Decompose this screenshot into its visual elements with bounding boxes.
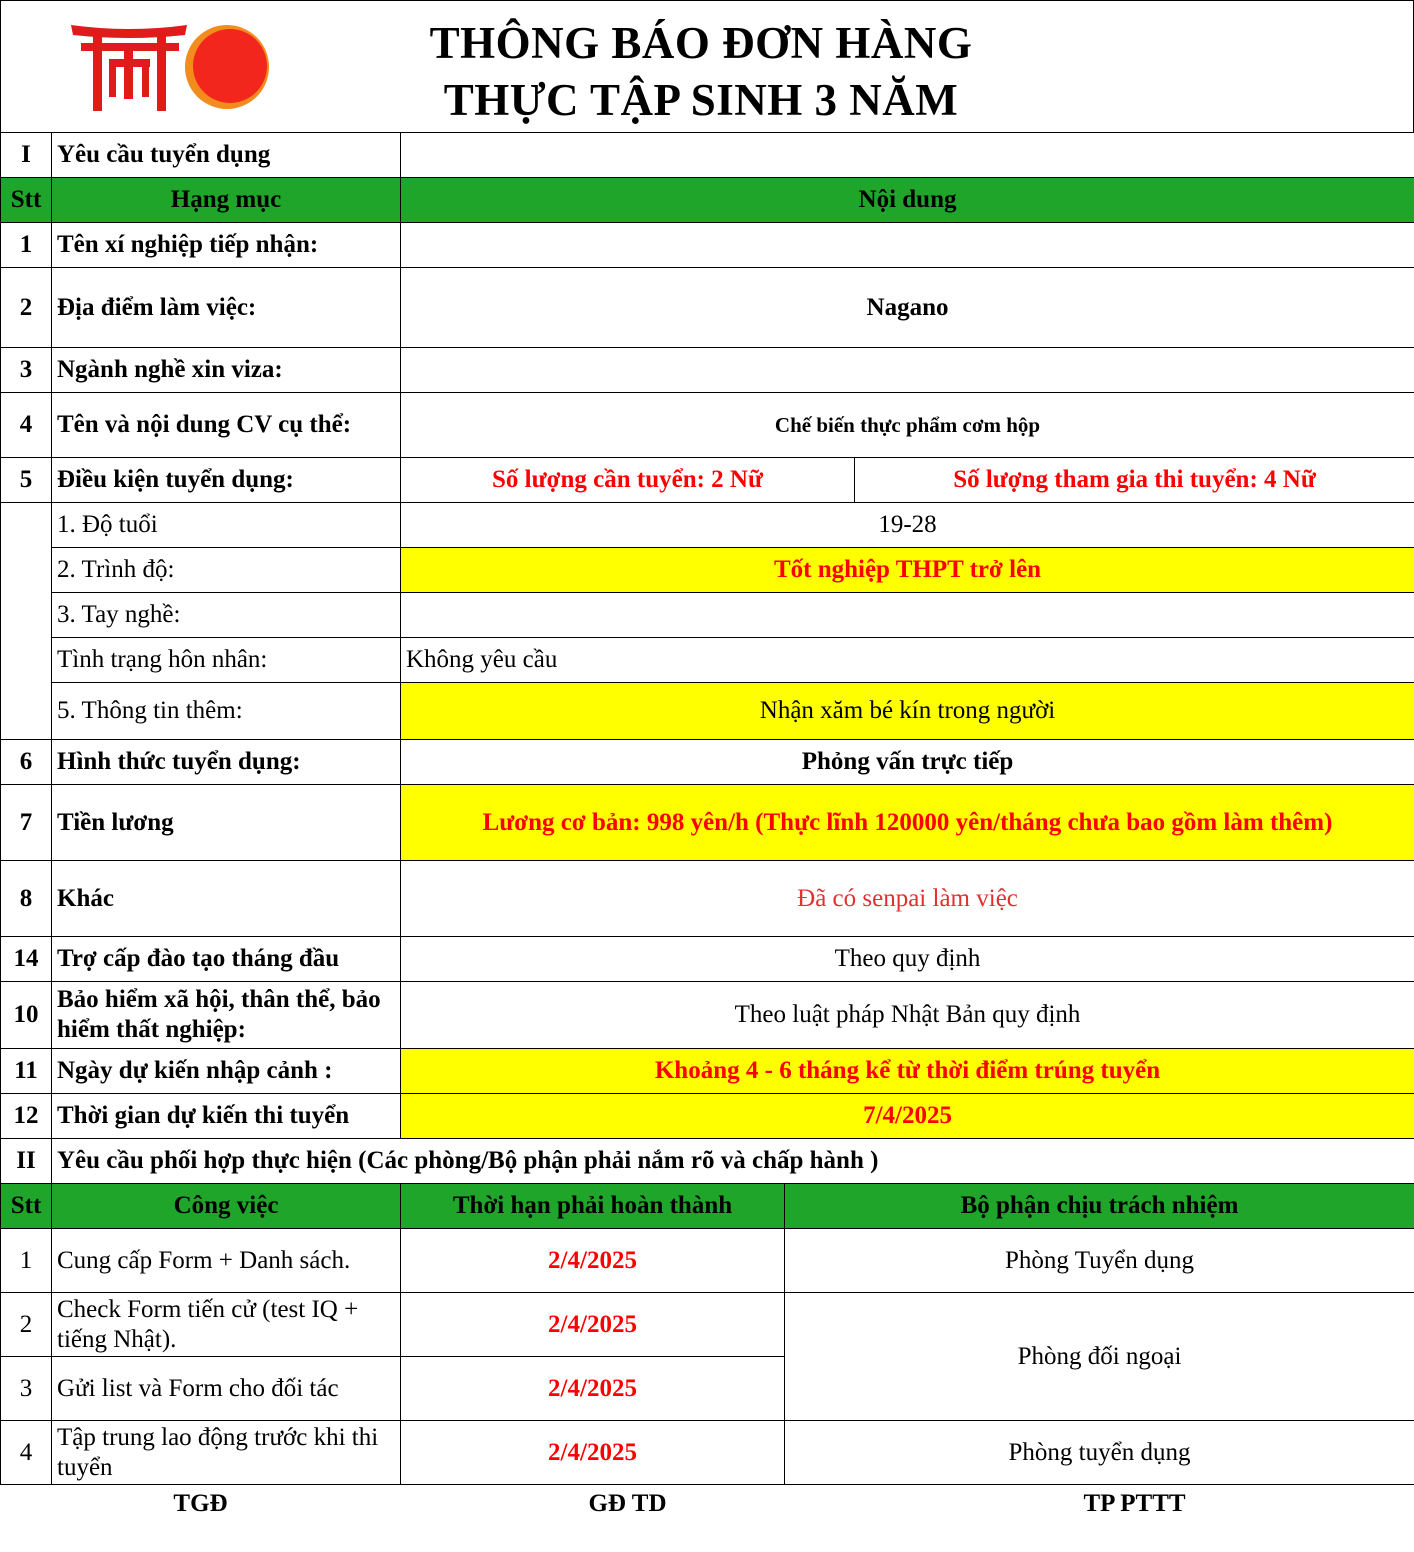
row-label: Thời gian dự kiến thi tuyển bbox=[52, 1094, 401, 1139]
row-value bbox=[401, 348, 1414, 393]
row-stt: 10 bbox=[1, 982, 52, 1049]
section-1-row bbox=[1, 133, 1414, 178]
row-stt: 11 bbox=[1, 1049, 52, 1094]
condition-label: 1. Độ tuổi bbox=[52, 503, 401, 548]
col-task: Công việc bbox=[52, 1184, 401, 1229]
signature-gd-td: GĐ TD bbox=[588, 1489, 667, 1517]
section-1-header-row bbox=[1, 178, 1414, 223]
order-table bbox=[0, 132, 1414, 1523]
row-label: Hình thức tuyển dụng: bbox=[52, 740, 401, 785]
condition-label: 2. Trình độ: bbox=[52, 548, 401, 593]
task-name: Cung cấp Form + Danh sách. bbox=[52, 1229, 401, 1293]
section-1-number: I bbox=[1, 133, 52, 178]
task-dept: Phòng đối ngoại bbox=[785, 1293, 1414, 1421]
row-stt: 8 bbox=[1, 861, 52, 937]
row-value: Chế biến thực phẩm cơm hộp bbox=[401, 393, 1414, 458]
row-label: Tiền lương bbox=[52, 785, 401, 861]
title-line-2: THỰC TẬP SINH 3 NĂM bbox=[443, 75, 959, 125]
row-value: Theo luật pháp Nhật Bản quy định bbox=[401, 982, 1414, 1049]
section-2-header-row bbox=[1, 1184, 1414, 1229]
table-row bbox=[1, 937, 1414, 982]
row-value: Theo quy định bbox=[401, 937, 1414, 982]
row-stt: 1 bbox=[1, 223, 52, 268]
row-value: Đã có senpai làm việc bbox=[401, 861, 1414, 937]
section-2-row bbox=[1, 1139, 1414, 1184]
task-stt: 3 bbox=[1, 1357, 52, 1421]
section-1-title: Yêu cầu tuyển dụng bbox=[52, 133, 401, 178]
row-stt: 3 bbox=[1, 348, 52, 393]
row-value: Nagano bbox=[401, 268, 1414, 348]
row-stt: 12 bbox=[1, 1094, 52, 1139]
task-name: Tập trung lao động trước khi thi tuyển bbox=[52, 1421, 401, 1485]
row-stt: 14 bbox=[1, 937, 52, 982]
row-stt: 5 bbox=[1, 458, 52, 503]
condition-value: Nhận xăm bé kín trong người bbox=[401, 683, 1414, 740]
signature-row bbox=[1, 1485, 1414, 1523]
title-line-1: THÔNG BÁO ĐƠN HÀNG bbox=[429, 18, 973, 68]
col-stt: Stt bbox=[1, 178, 52, 223]
table-row bbox=[1, 393, 1414, 458]
page-title bbox=[301, 15, 1101, 129]
task-name: Check Form tiến cử (test IQ + tiếng Nhật). bbox=[52, 1293, 401, 1357]
task-row bbox=[1, 1229, 1414, 1293]
table-row bbox=[1, 1094, 1414, 1139]
condition-label: Tình trạng hôn nhân: bbox=[52, 638, 401, 683]
row-value: 7/4/2025 bbox=[401, 1094, 1414, 1139]
task-row bbox=[1, 1293, 1414, 1357]
exam-count: Số lượng tham gia thi tuyển: 4 Nữ bbox=[855, 458, 1414, 503]
row-stt: 7 bbox=[1, 785, 52, 861]
condition-row bbox=[1, 593, 1414, 638]
document-header bbox=[0, 0, 1414, 132]
condition-row bbox=[1, 503, 1414, 548]
task-deadline: 2/4/2025 bbox=[401, 1293, 785, 1357]
task-stt: 1 bbox=[1, 1229, 52, 1293]
row-value bbox=[401, 223, 1414, 268]
table-row bbox=[1, 268, 1414, 348]
recruit-count: Số lượng cần tuyển: 2 Nữ bbox=[401, 458, 855, 503]
task-deadline: 2/4/2025 bbox=[401, 1421, 785, 1485]
task-stt: 4 bbox=[1, 1421, 52, 1485]
row-label: Tên xí nghiệp tiếp nhận: bbox=[52, 223, 401, 268]
table-row bbox=[1, 785, 1414, 861]
col-dept: Bộ phận chịu trách nhiệm bbox=[785, 1184, 1414, 1229]
task-name: Gửi list và Form cho đối tác bbox=[52, 1357, 401, 1421]
row-label: Trợ cấp đào tạo tháng đầu bbox=[52, 937, 401, 982]
signature-tgd: TGĐ bbox=[173, 1489, 228, 1517]
condition-row bbox=[1, 683, 1414, 740]
task-dept: Phòng tuyển dụng bbox=[785, 1421, 1414, 1485]
row-label: Ngành nghề xin viza: bbox=[52, 348, 401, 393]
row-label: Bảo hiểm xã hội, thân thể, bảo hiểm thất nghiệp: bbox=[52, 982, 401, 1049]
condition-value bbox=[401, 593, 1414, 638]
table-row bbox=[1, 348, 1414, 393]
condition-label: 3. Tay nghề: bbox=[52, 593, 401, 638]
salary-value: Lương cơ bản: 998 yên/h (Thực lĩnh 120000 yên/tháng chưa bao gồm làm thêm) bbox=[401, 785, 1414, 861]
condition-row bbox=[1, 638, 1414, 683]
col-stt: Stt bbox=[1, 1184, 52, 1229]
section-2-title: Yêu cầu phối hợp thực hiện (Các phòng/Bộ phận phải nắm rõ và chấp hành ) bbox=[52, 1139, 1414, 1184]
task-deadline: 2/4/2025 bbox=[401, 1229, 785, 1293]
col-category: Hạng mục bbox=[52, 178, 401, 223]
row-label: Địa điểm làm việc: bbox=[52, 268, 401, 348]
condition-value: Không yêu cầu bbox=[401, 638, 1414, 683]
row-label: Khác bbox=[52, 861, 401, 937]
table-row bbox=[1, 861, 1414, 937]
row-label: Tên và nội dung CV cụ thể: bbox=[52, 393, 401, 458]
row-label: Ngày dự kiến nhập cảnh : bbox=[52, 1049, 401, 1094]
row-stt: 2 bbox=[1, 268, 52, 348]
condition-value: Tốt nghiệp THPT trở lên bbox=[401, 548, 1414, 593]
table-row bbox=[1, 458, 1414, 503]
row-stt: 4 bbox=[1, 393, 52, 458]
row-stt: 6 bbox=[1, 740, 52, 785]
table-row bbox=[1, 1049, 1414, 1094]
task-deadline: 2/4/2025 bbox=[401, 1357, 785, 1421]
row-label: Điều kiện tuyển dụng: bbox=[52, 458, 401, 503]
task-stt: 2 bbox=[1, 1293, 52, 1357]
condition-row bbox=[1, 548, 1414, 593]
table-row bbox=[1, 740, 1414, 785]
condition-value: 19-28 bbox=[401, 503, 1414, 548]
condition-label: 5. Thông tin thêm: bbox=[52, 683, 401, 740]
signature-tp-pttt: TP PTTT bbox=[1083, 1489, 1186, 1517]
table-row bbox=[1, 223, 1414, 268]
task-dept: Phòng Tuyển dụng bbox=[785, 1229, 1414, 1293]
section-2-number: II bbox=[1, 1139, 52, 1184]
col-content: Nội dung bbox=[401, 178, 1414, 223]
task-row bbox=[1, 1421, 1414, 1485]
row-value: Phỏng vấn trực tiếp bbox=[401, 740, 1414, 785]
row-value: Khoảng 4 - 6 tháng kể từ thời điểm trúng tuyển bbox=[401, 1049, 1414, 1094]
col-deadline: Thời hạn phải hoàn thành bbox=[401, 1184, 785, 1229]
table-row bbox=[1, 982, 1414, 1049]
torii-sun-logo bbox=[69, 21, 274, 113]
